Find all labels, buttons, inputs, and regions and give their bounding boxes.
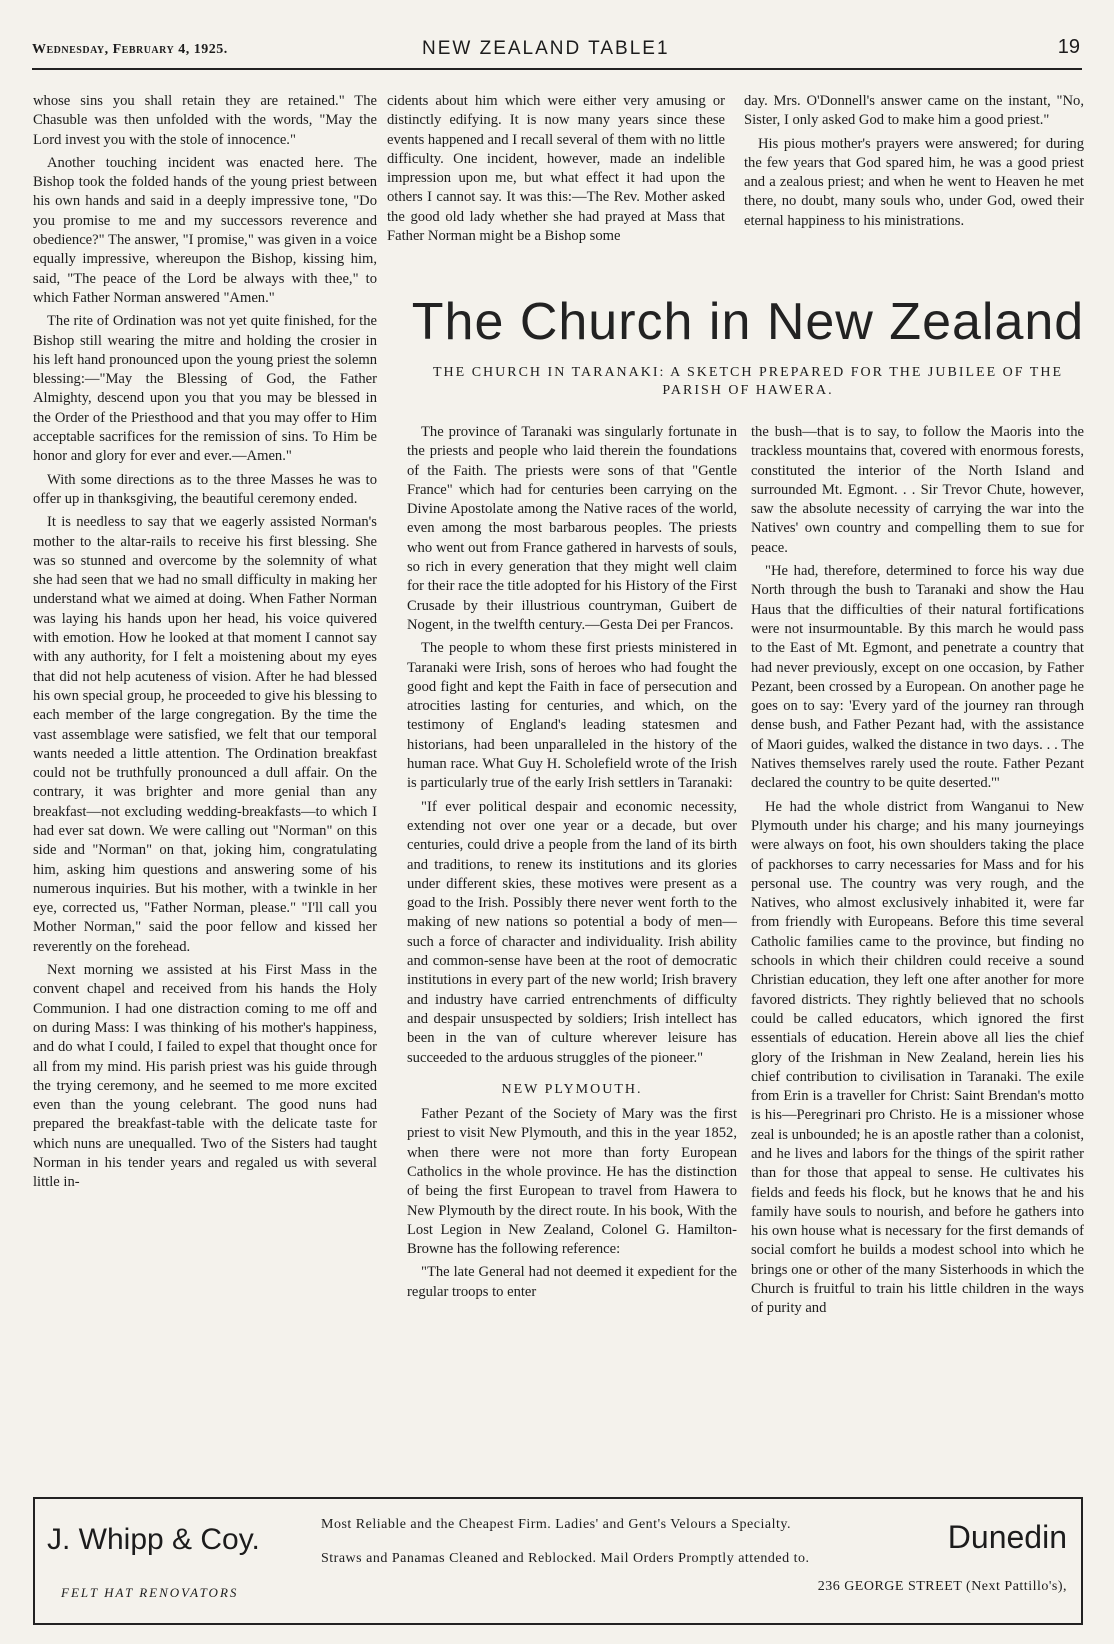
paragraph: cidents about him which were either very amusing or distinctly edifying. It is now many years since these events happened and I recall several of them with no little difficulty. One incident, however, made an indelible impression upon me, but what effect it had upon the others I cannot say. It was this:—The Rev. Mother asked the good old lady whether she had prayed at Mass that Father Norman might be a Bishop some (387, 93, 725, 245)
paragraph: "If ever political despair and economic necessity, extending not over one year or a decade, but over centuries, could drive a people from the land of its birth and traditions, to renew its institutions and its glories under different skies, these motives were present as a goad to the Irish. Possibly there never went forth to the making of new nations so potential a body of men—such a force of character and individuality. Irish ability and common-sense have been at the root of democratic institutions in every part of the new world; Irish bravery and industry have carried entrenchments of difficulty and despair unsuspected by soldiers; Irish intellect has been in the van of culture wherever leisure has succeeded to the arduous struggles of the pioneer." (407, 798, 737, 1066)
middle-top-column (387, 92, 725, 280)
right-top-column (744, 92, 1084, 280)
paragraph: whose sins you shall retain they are retained." The Chasuble was then unfolded with the words, "May the Lord invest you with the stole of innocence." (33, 93, 377, 148)
page-number: 19 (1057, 36, 1080, 58)
paragraph: Next morning we assisted at his First Mass in the convent chapel and received from his hands the Holy Communion. I had one distraction coming to me off and on during Mass: I was thinking of his mother's happiness, and do what I could, I failed to expel that thought once for all from my mind. His parish priest was his guide through the trying ceremony, and he seemed to me more excited even than the young celebrant. The good nuns had prepared the breakfast-table with the delicate taste for which nuns are unequalled. Two of the Sisters had taught Norman in his tender years and regaled us with several little in- (33, 962, 377, 1191)
paragraph: The province of Taranaki was singularly fortunate in the priests and people who laid therein the foundations of the Faith. The priests were sons of that "Gentle France" which had for centuries been carrying on the Divine Apostolate among the Native races of the world, even among the most barbarous peoples. The priests who went out from France gathered in harvests of souls, so rich in every generation that they might well claim for their race the title adopted for his History of the First Crusade by their illustrious countryman, Guibert de Nogent, in the twelfth century.—Gesta Dei per Francos. (407, 424, 737, 633)
ad-tagline: FELT HAT RENOVATORS (61, 1585, 239, 1600)
section-heading: NEW PLYMOUTH. (501, 1081, 643, 1097)
paragraph: He had the whole district from Wanganui to New Plymouth under his charge; and his many journeyings were always on foot, his own shoulders taking the place of packhorses to carry necessaries for Mass and for his personal use. The country was very rough, and the Natives, who almost exclusively inhabited it, were far from friendly with Europeans. Before this time several Catholic families came to the province, but finding no schools in which their children could receive a sound Christian education, they left one after another for more favored districts. They rightly believed that no schools could be called educators, which ignored the first essentials of education. Herein above all lies the chief glory of the Irishman in New Zealand, herein lies his chief contribution to civilisation in Taranaki. The exile from Erin is a traveller for Christ: Saint Brendan's motto is his—Peregrinari pro Christo. He is a missioner whose zeal is unbounded; he is an apostle rather than a colonist, and he lives and labors for the things of the spirit rather than for those that appeal to sense. He cultivates his fields and feeds his flock, but he knows that he and his family have souls to nourish, and before he gathers into his own house what is necessary for the first demands of social comfort he builds a modest school into which he brings one or other of the many Sisterhoods in which the Church is fruitful to train his little children in the ways of purity and (751, 798, 1084, 1317)
left-column (33, 92, 377, 1492)
ad-city: Dunedin (947, 1519, 1067, 1555)
paragraph: The rite of Ordination was not yet quite finished, for the Bishop still wearing the mitre and holding the crosier in his left hand pronounced upon the young priest the solemn blessing:—"May the Blessing of God, the Father Almighty, descend upon you that you may be blessed in the Order of the Priesthood and that you may offer to Him acceptable sacrifices for the remission of sins. To Him be honor and glory for ever and ever.—Amen." (33, 313, 377, 465)
issue-date: Wednesday, February 4, 1925. (32, 42, 228, 57)
paragraph: Another touching incident was enacted here. The Bishop took the folded hands of the young priest between his own hands and said in a deeply impressive tone, "Do you promise to me and my successors reverence and obedience?" The answer, "I promise," was given in a voice equally impressive, whereupon the Bishop, kissing him, said, "The peace of the Lord be always with thee," to which Father Norman answered "Amen." (33, 154, 377, 306)
paragraph: day. Mrs. O'Donnell's answer came on the instant, "No, Sister, I only asked God to make him a good priest." (744, 93, 1084, 129)
article-headline: The Church in New Zealand (411, 293, 1085, 351)
paragraph: "The late General had not deemed it expedient for the regular troops to enter (407, 1264, 737, 1300)
paragraph: "He had, therefore, determined to force his way due North through the bush to Taranaki and show the Hau Haus that the difficulties of their natural fortifications were not insurmountable. By this march he would pass to the East of Mt. Egmont, and penetrate a country that had never previously, except on one occasion, by Father Pezant, been crossed by a European. On another page he goes on to say: 'Every yard of the journey ran through dense bush, and Father Pezant had, with the assistance of Maori guides, walked the distance in two days. . . The Natives themselves rarely used the route. Father Pezant declared the country to be quite deserted.'" (751, 563, 1084, 792)
paragraph: Father Pezant of the Society of Mary was the first priest to visit New Plymouth, and this in the year 1852, when there were not more than forty European Catholics in the whole province. He has the distinction of being the first European to travel from Hawera to New Plymouth by the direct route. In his book, With the Lost Legion in New Zealand, Colonel G. Hamilton-Browne has the following reference: (407, 1106, 737, 1258)
header-rule (32, 68, 1082, 70)
paragraph: The people to whom these first priests ministered in Taranaki were Irish, sons of heroes who had fought the good fight and kept the Faith in face of persecution and atrocities lasting for centuries, and which, on the testimony of England's leading statesmen and historians, had been unparalleled in the history of the human race. What Guy H. Scholefield wrote of the Irish is particularly true of the early Irish settlers in Taranaki: (407, 640, 737, 792)
paragraph: With some directions as to the three Masses he was to offer up in thanksgiving, the beautiful ceremony ended. (33, 471, 377, 507)
ad-line-2: Straws and Panamas Cleaned and Reblocked. Mail Orders Promptly attended to. (321, 1551, 810, 1566)
page-header (32, 36, 1082, 64)
article-column-a (407, 423, 737, 1493)
article-column-b (751, 423, 1084, 1493)
ad-address: 236 GEORGE STREET (Next Pattillo's), (817, 1579, 1067, 1594)
paragraph: It is needless to say that we eagerly assisted Norman's mother to the altar-rails to receive his first blessing. She was so stunned and overcome by the solemnity of what she had seen that we had no small difficulty in making her understand what we aimed at doing. When Father Norman was laying his hands upon her head, his voice quivered with emotion. How he looked at that moment I cannot say with any authority, for I felt a moistening about my eyes that did not help acuteness of vision. After he had blessed his own special group, he proceeded to give his blessing to each member of the large congregation. By the time the vast assemblage were satisfied, we felt that our temporal wants needed a little attention. The Ordination breakfast could not be truthfully pronounced a dull affair. On the contrary, it was brighter and more genial than any breakfast—not excluding wedding-breakfasts—to which I had ever sat down. We were calling out "Norman" on this side and "Norman" on that, joking him, congratulating him, asking him questions and answering some of his numerous inquiries. But his mother, with a twinkle in her eye, corrected us, "Father Norman, please." "I'll call you Mother Norman," said the poor fellow and kissed her reverently on the forehead. (33, 514, 377, 955)
ad-brand: J. Whipp & Coy. (47, 1523, 260, 1556)
masthead: NEW ZEALAND TABLE1 (422, 38, 670, 59)
article-subheadline: THE CHURCH IN TARANAKI: A SKETCH PREPARED FOR THE JUBILEE OF THE PARISH OF HAWERA. (432, 365, 1064, 398)
paragraph: His pious mother's prayers were answered; for during the few years that God spared him, he was a good priest and a zealous priest; and when he went to Heaven he met there, no doubt, many souls who, under God, owed their eternal happiness to his ministrations. (744, 135, 1084, 229)
ad-line-1: Most Reliable and the Cheapest Firm. Ladies' and Gent's Velours a Specialty. (321, 1517, 791, 1532)
advertisement-box (33, 1497, 1083, 1625)
paragraph: the bush—that is to say, to follow the Maoris into the trackless mountains that, covered with enormous forests, constituted the interior of the North Island and surrounded Mt. Egmont. . . Sir Trevor Chute, however, saw the absolute necessity of carrying the war into the Natives' own country and compelling them to sue for peace. (751, 424, 1084, 556)
